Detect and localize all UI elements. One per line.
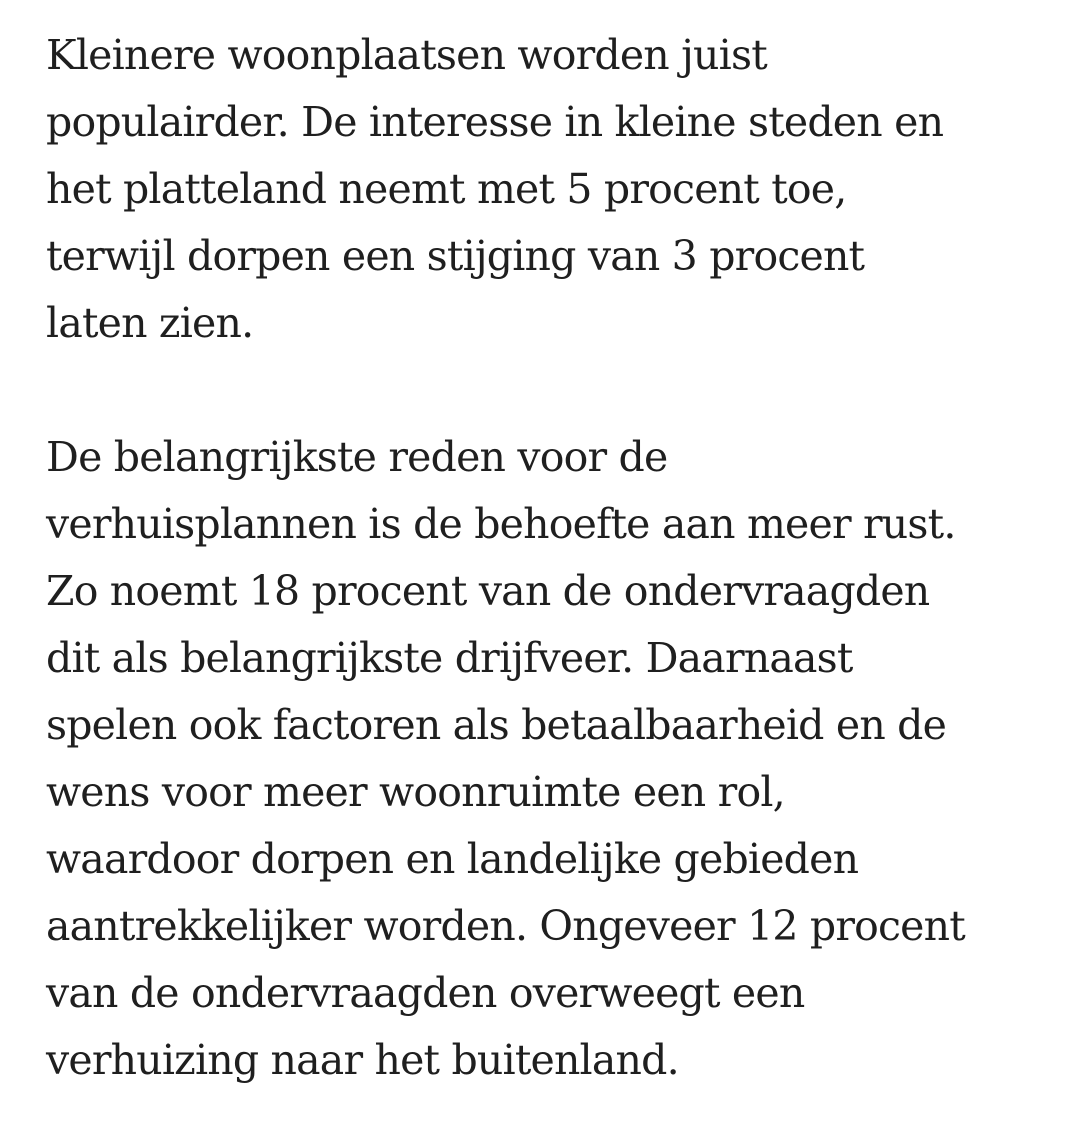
text-line: Kleinere woonplaatsen worden juist [46, 31, 767, 79]
text-line: dit als belangrijkste drijfveer. Daarnaast [46, 634, 853, 682]
text-line: verhuizing naar het buitenland. [46, 1036, 679, 1084]
text-line: verhuisplannen is de behoefte aan meer rust. [46, 500, 956, 548]
text-line: terwijl dorpen een stijging van 3 procent [46, 232, 865, 280]
article-body [46, 22, 1056, 1094]
text-line: populairder. De interesse in kleine steden en [46, 98, 944, 146]
paragraph-spacer [46, 357, 1056, 424]
text-line: waardoor dorpen en landelijke gebieden [46, 835, 859, 883]
paragraph-smaller-towns [46, 22, 1056, 357]
text-line: laten zien. [46, 299, 254, 347]
text-line: Zo noemt 18 procent van de ondervraagden [46, 567, 930, 615]
text-line: spelen ook factoren als betaalbaarheid en de [46, 701, 947, 749]
text-line: wens voor meer woonruimte een rol, [46, 768, 785, 816]
text-line: De belangrijkste reden voor de [46, 433, 668, 481]
text-line: aantrekkelijker worden. Ongeveer 12 procent [46, 902, 965, 950]
paragraph-reasons [46, 424, 1056, 1094]
text-line: het platteland neemt met 5 procent toe, [46, 165, 847, 213]
text-line: van de ondervraagden overweegt een [46, 969, 805, 1017]
